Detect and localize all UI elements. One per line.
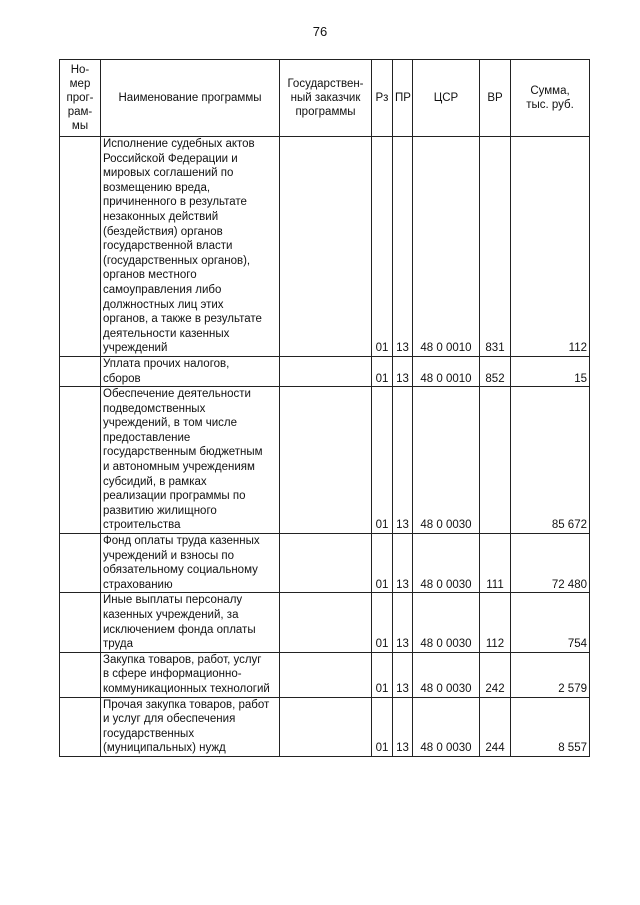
csr-cell: 48 0 0030 (413, 593, 480, 652)
header-program-name: Наименование программы (101, 60, 280, 137)
budget-table (59, 59, 590, 757)
header-vr: ВР (480, 60, 511, 137)
customer-cell (280, 697, 372, 756)
program-name-cell: Иные выплаты персоналу казенных учреждений, за исключением фонда оплаты труда (101, 593, 280, 652)
table-row (60, 356, 590, 386)
rz-cell: 01 (372, 652, 393, 697)
vr-cell: 242 (480, 652, 511, 697)
program-number-cell (60, 356, 101, 386)
rz-cell: 01 (372, 697, 393, 756)
csr-cell: 48 0 0010 (413, 356, 480, 386)
program-number-cell (60, 593, 101, 652)
pr-cell: 13 (393, 534, 413, 593)
program-number-cell (60, 137, 101, 357)
rz-cell: 01 (372, 387, 393, 534)
program-name-cell: Уплата прочих налогов, сборов (101, 356, 280, 386)
table-row (60, 652, 590, 697)
vr-cell: 244 (480, 697, 511, 756)
table-row (60, 697, 590, 756)
program-name-cell: Фонд оплаты труда казенных учреждений и взносы по обязательному социальному страхованию (101, 534, 280, 593)
pr-cell: 13 (393, 356, 413, 386)
sum-cell: 112 (511, 137, 590, 357)
pr-cell: 13 (393, 652, 413, 697)
customer-cell (280, 387, 372, 534)
pr-cell: 13 (393, 593, 413, 652)
rz-cell: 01 (372, 534, 393, 593)
program-number-cell (60, 534, 101, 593)
program-number-cell (60, 387, 101, 534)
rz-cell: 01 (372, 137, 393, 357)
vr-cell: 111 (480, 534, 511, 593)
header-program-number: Но- мер прог- рам- мы (60, 60, 101, 137)
program-name-cell: Обеспечение деятельности подведомственных учреждений, в том числе предоставление государственным бюджетным и автономным учреждениям субсидий, в рамках реализации программы по развитию жилищного строительства (101, 387, 280, 534)
sum-cell: 2 579 (511, 652, 590, 697)
pr-cell: 13 (393, 387, 413, 534)
vr-cell: 852 (480, 356, 511, 386)
header-sum: Сумма, тыс. руб. (511, 60, 590, 137)
program-name-cell: Исполнение судебных актов Российской Федерации и мировых соглашений по возмещению вреда, причиненного в результате незаконных действий (бездействия) органов государственной власти (государственных органов), органов местного самоуправления либо должностных лиц этих органов, а также в результате деятельности казенных учреждений (101, 137, 280, 357)
customer-cell (280, 137, 372, 357)
header-row (60, 60, 590, 137)
sum-cell: 15 (511, 356, 590, 386)
sum-cell: 72 480 (511, 534, 590, 593)
csr-cell: 48 0 0010 (413, 137, 480, 357)
csr-cell: 48 0 0030 (413, 534, 480, 593)
rz-cell: 01 (372, 593, 393, 652)
page-number: 76 (312, 24, 328, 39)
header-customer: Государствен- ный заказчик программы (280, 60, 372, 137)
customer-cell (280, 356, 372, 386)
header-csr: ЦСР (413, 60, 480, 137)
table-row (60, 534, 590, 593)
vr-cell (480, 387, 511, 534)
customer-cell (280, 593, 372, 652)
header-rz: Рз (372, 60, 393, 137)
program-number-cell (60, 697, 101, 756)
pr-cell: 13 (393, 697, 413, 756)
customer-cell (280, 652, 372, 697)
csr-cell: 48 0 0030 (413, 387, 480, 534)
customer-cell (280, 534, 372, 593)
program-number-cell (60, 652, 101, 697)
sum-cell: 8 557 (511, 697, 590, 756)
table-row (60, 593, 590, 652)
csr-cell: 48 0 0030 (413, 652, 480, 697)
table-row (60, 387, 590, 534)
vr-cell: 112 (480, 593, 511, 652)
program-name-cell: Прочая закупка товаров, работ и услуг для обеспечения государственных (муниципальных) нужд (101, 697, 280, 756)
program-name-cell: Закупка товаров, работ, услуг в сфере информационно- коммуникационных технологий (101, 652, 280, 697)
sum-cell: 85 672 (511, 387, 590, 534)
header-pr: ПР (393, 60, 413, 137)
table-row (60, 137, 590, 357)
pr-cell: 13 (393, 137, 413, 357)
rz-cell: 01 (372, 356, 393, 386)
vr-cell: 831 (480, 137, 511, 357)
csr-cell: 48 0 0030 (413, 697, 480, 756)
sum-cell: 754 (511, 593, 590, 652)
